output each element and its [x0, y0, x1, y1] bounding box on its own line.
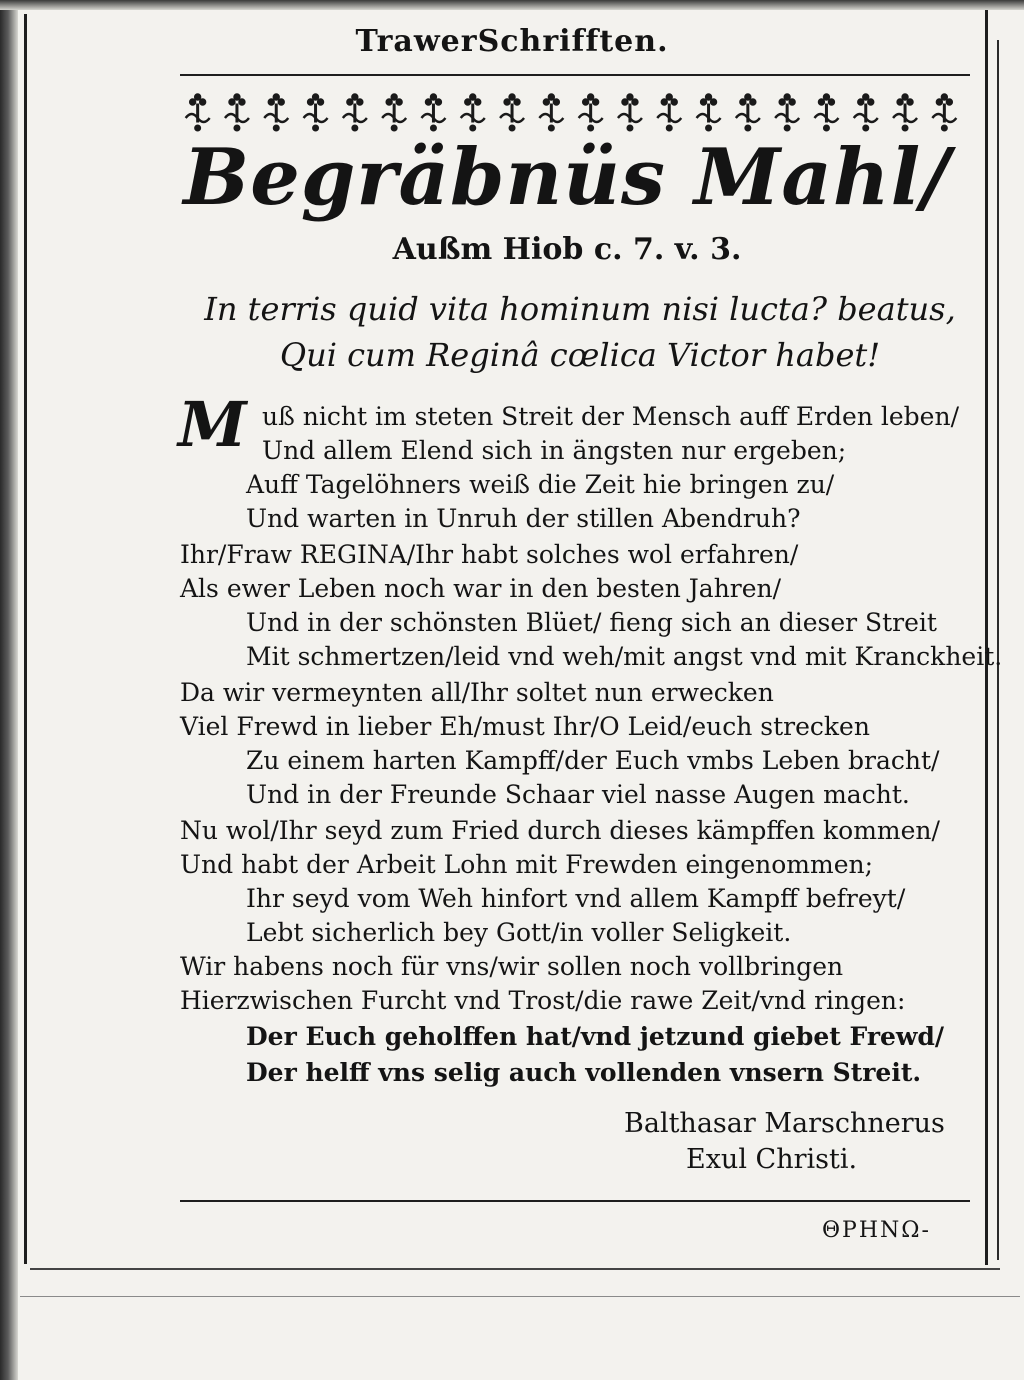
page-border-bottom-outer	[20, 1296, 1020, 1297]
fleuron-icon	[382, 94, 406, 131]
poem-line: Und habt der Arbeit Lohn mit Frewden eingenommen;	[180, 850, 874, 879]
author-title: Exul Christi.	[686, 1144, 858, 1175]
latin-motto-line-1: In terris quid vita hominum nisi lucta? beatus,	[204, 290, 956, 328]
poem-line: Da wir vermeynten all/Ihr soltet nun erwecken	[180, 678, 774, 707]
fleuron-icon	[814, 94, 838, 131]
footer-rule	[180, 1200, 970, 1202]
poem-line: Und in der Freunde Schaar viel nasse Augen macht.	[246, 780, 910, 809]
poem-line: Auff Tagelöhners weiß die Zeit hie bringen zu/	[246, 470, 835, 499]
fleuron-icon	[343, 94, 367, 131]
fleuron-icon	[775, 94, 799, 131]
poem-line: Als ewer Leben noch war in den besten Jahren/	[180, 574, 782, 603]
fleuron-icon	[932, 94, 956, 131]
poem-line: Ihr/Fraw REGINA/Ihr habt solches wol erfahren/	[180, 540, 799, 569]
poem-line: Wir habens noch für vns/wir sollen noch vollbringen	[180, 952, 844, 981]
poem-line: Und allem Elend sich in ängsten nur ergeben;	[262, 436, 847, 465]
decorated-initial: M	[178, 388, 247, 461]
fleuron-icon	[893, 94, 917, 131]
fleuron-icon	[186, 94, 210, 131]
poem-line: Und in der schönsten Blüet/ fieng sich an dieser Streit	[246, 608, 937, 637]
latin-motto-line-2: Qui cum Reginâ cœlica Victor habet!	[279, 336, 881, 374]
poem-line: Der Euch geholffen hat/vnd jetzund giebet Frewd/	[246, 1022, 945, 1051]
fleuron-icon	[697, 94, 721, 131]
poem-line: Ihr seyd vom Weh hinfort vnd allem Kampff befreyt/	[246, 884, 906, 913]
fleuron-icon	[500, 94, 524, 131]
running-head: TrawerSchrifften.	[355, 24, 669, 59]
fleuron-icon	[736, 94, 760, 131]
fleuron-icon	[657, 94, 681, 131]
fleuron-icon	[579, 94, 603, 131]
poem-line: Hierzwischen Furcht vnd Trost/die rawe Zeit/vnd ringen:	[180, 986, 906, 1015]
page-title: Begräbnüs Mahl/	[183, 132, 951, 223]
poem-line: uß nicht im steten Streit der Mensch auff Erden leben/	[262, 402, 959, 431]
fleuron-icon	[225, 94, 249, 131]
fleuron-icon	[304, 94, 328, 131]
page-border-bottom	[30, 1268, 1000, 1270]
fleuron-icon	[461, 94, 485, 131]
poem-line: Viel Frewd in lieber Eh/must Ihr/O Leid/euch strecken	[180, 712, 870, 741]
bible-reference: Außm Hiob c. 7. v. 3.	[392, 232, 742, 267]
poem-line: Und warten in Unruh der stillen Abendruh?	[246, 504, 801, 533]
header-rule	[180, 74, 970, 76]
fleuron-icon	[264, 94, 288, 131]
scan-edge-top	[0, 0, 1024, 10]
author-name: Balthasar Marschnerus	[624, 1108, 945, 1139]
fleuron-icon	[421, 94, 445, 131]
fleuron-icon	[539, 94, 563, 131]
poem-line: Mit schmertzen/leid vnd weh/mit angst vnd mit Kranckheit.	[246, 642, 1003, 671]
catchword: ΘΡΗΝΩ-	[822, 1218, 931, 1243]
poem-line: Zu einem harten Kampff/der Euch vmbs Leben bracht/	[246, 746, 940, 775]
fleuron-icon	[618, 94, 642, 131]
poem-line: Nu wol/Ihr seyd zum Fried durch dieses kämpffen kommen/	[180, 816, 940, 845]
fleuron-ornament-band	[178, 92, 964, 134]
poem-line: Der helff vns selig auch vollenden vnsern Streit.	[246, 1058, 922, 1087]
poem-line: Lebt sicherlich bey Gott/in voller Seligkeit.	[246, 918, 792, 947]
fleuron-icon	[854, 94, 878, 131]
